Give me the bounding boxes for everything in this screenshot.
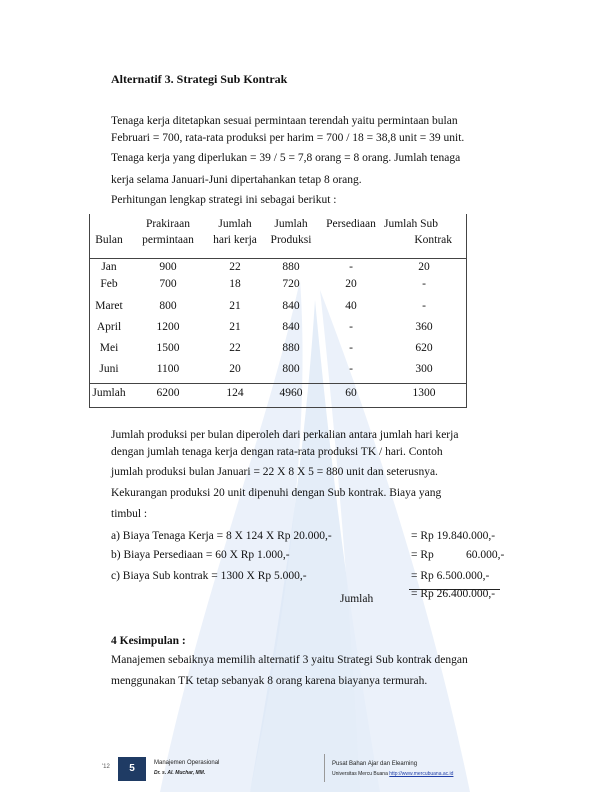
footer-author: Dr. s. Al. Muchar, MM.: [154, 770, 206, 776]
cell-permintaan: 1200: [156, 321, 180, 333]
header-prakiraan: Prakiraan permintaan: [142, 218, 194, 246]
cost-label-tenaga-kerja: a) Biaya Tenaga Kerja = 8 X 124 X Rp 20.000,-: [111, 530, 332, 542]
cell-hari: 21: [229, 321, 241, 333]
table-row: [90, 361, 466, 383]
cell-hari: 22: [229, 342, 241, 354]
cell-produksi: 720: [282, 278, 300, 290]
cell-hari: 20: [229, 363, 241, 375]
cell-bulan: Juni: [99, 363, 119, 375]
paragraph-1-line-2: Februari = 700, rata-rata produksi per harim = 700 / 18 = 38,8 unit = 39 unit.: [111, 132, 465, 144]
total-sub: 1300: [382, 383, 466, 407]
cell-sub: 620: [415, 342, 433, 354]
cost-value-persediaan-amount: 60.000,-: [466, 549, 505, 561]
table-total-row: [90, 383, 466, 407]
footer-course: Manajemen Operasional: [154, 760, 220, 766]
cost-label-sub-kontrak: c) Biaya Sub kontrak = 1300 X Rp 5.000,-: [111, 570, 307, 582]
cost-value-persediaan-prefix: = Rp: [411, 549, 434, 561]
cell-produksi: 840: [282, 321, 300, 333]
cell-bulan: Mei: [99, 342, 119, 354]
cell-persediaan: 20: [345, 278, 357, 290]
paragraph-1-line-3: Tenaga kerja yang diperlukan = 39 / 5 = 7,8 orang = 8 orang. Jumlah tenaga: [111, 152, 461, 164]
cell-hari: 18: [229, 278, 241, 290]
cell-persediaan: -: [349, 321, 353, 333]
cell-hari: 21: [229, 300, 241, 312]
cell-persediaan: -: [349, 261, 353, 273]
page-number: 5: [118, 757, 146, 781]
cell-sub: -: [422, 278, 426, 290]
total-produksi: 4960: [262, 383, 320, 407]
cell-bulan: April: [96, 321, 122, 333]
total-permintaan: 6200: [128, 383, 208, 407]
total-persediaan: 60: [320, 383, 382, 407]
section-title: Alternatif 3. Strategi Sub Kontrak: [111, 72, 288, 86]
cell-sub: -: [422, 300, 426, 312]
cell-bulan: Jan: [101, 261, 117, 273]
cell-bulan: Feb: [100, 278, 118, 290]
table-row: [90, 276, 466, 298]
cell-produksi: 840: [282, 300, 300, 312]
footer-university-line: Universitas Mercu Buana http://www.mercubuana.ac.id: [332, 771, 454, 777]
strategy-table: [90, 214, 466, 408]
header-produksi: Jumlah Produksi: [270, 218, 312, 246]
cell-persediaan: 40: [345, 300, 357, 312]
cell-produksi: 800: [282, 363, 300, 375]
total-hari: 124: [208, 383, 262, 407]
cell-permintaan: 1100: [156, 363, 180, 375]
paragraph-1-line-4: kerja selama Januari-Juni dipertahankan tetap 8 orang.: [111, 174, 362, 186]
total-cost-label: Jumlah: [340, 593, 374, 605]
header-sub-kontrak: Jumlah Sub Kontrak: [384, 218, 452, 246]
cell-hari: 22: [229, 261, 241, 273]
table-row: [90, 319, 466, 340]
cost-label-persediaan: b) Biaya Persediaan = 60 X Rp 1.000,-: [111, 549, 290, 561]
paragraph-2-line-2: dengan jumlah tenaga kerja dengan rata-rata produksi TK / hari. Contoh: [111, 446, 443, 458]
cost-value-tenaga-kerja: = Rp 19.840.000,-: [411, 530, 496, 542]
paragraph-1-line-5: Perhitungan lengkap strategi ini sebagai berikut :: [111, 194, 337, 206]
cell-produksi: 880: [282, 342, 300, 354]
total-cost-value: = Rp 26.400.000,-: [411, 588, 496, 600]
cell-sub: 360: [415, 321, 433, 333]
table-row: [90, 340, 466, 361]
cell-produksi: 880: [282, 261, 300, 273]
conclusion-line-2: menggunakan TK tetap sebanyak 8 orang karena biayanya termurah.: [111, 675, 428, 687]
paragraph-2-line-1: Jumlah produksi per bulan diperoleh dari perkalian antara jumlah hari kerja: [111, 429, 459, 441]
header-bulan: Bulan: [95, 234, 123, 246]
table-row: [90, 259, 466, 277]
cell-permintaan: 1500: [156, 342, 180, 354]
paragraph-2-line-4: Kekurangan produksi 20 unit dipenuhi dengan Sub kontrak. Biaya yang: [111, 487, 442, 499]
cell-sub: 300: [415, 363, 433, 375]
table-header-row: [90, 214, 466, 259]
footer-divider: [324, 754, 325, 782]
cost-value-sub-kontrak: = Rp 6.500.000,-: [411, 570, 490, 582]
cell-persediaan: -: [349, 363, 353, 375]
cell-bulan: Maret: [95, 300, 123, 312]
cell-permintaan: 900: [159, 261, 177, 273]
cell-permintaan: 800: [159, 300, 177, 312]
cell-sub: 20: [418, 261, 430, 273]
cell-permintaan: 700: [159, 278, 177, 290]
paragraph-2-line-3: jumlah produksi bulan Januari = 22 X 8 X 5 = 880 unit dan seterusnya.: [111, 466, 438, 478]
conclusion-line-1: Manajemen sebaiknya memilih alternatif 3 yaitu Strategi Sub kontrak dengan: [111, 654, 468, 666]
footer-left-code: '12: [102, 764, 110, 770]
header-persediaan: Persediaan: [326, 218, 376, 230]
cell-persediaan: -: [349, 342, 353, 354]
conclusion-title: 4 Kesimpulan :: [111, 635, 186, 647]
paragraph-2-line-5: timbul :: [111, 508, 148, 520]
header-hari-kerja: Jumlah hari kerja: [213, 218, 257, 246]
total-label: Jumlah: [90, 383, 128, 407]
footer-center: Pusat Bahan Ajar dan Elearning: [332, 761, 418, 767]
footer-link[interactable]: http://www.mercubuana.ac.id: [389, 771, 454, 777]
paragraph-1-line-1: Tenaga kerja ditetapkan sesuai permintaan terendah yaitu permintaan bulan: [111, 115, 458, 127]
table-row: [90, 298, 466, 319]
